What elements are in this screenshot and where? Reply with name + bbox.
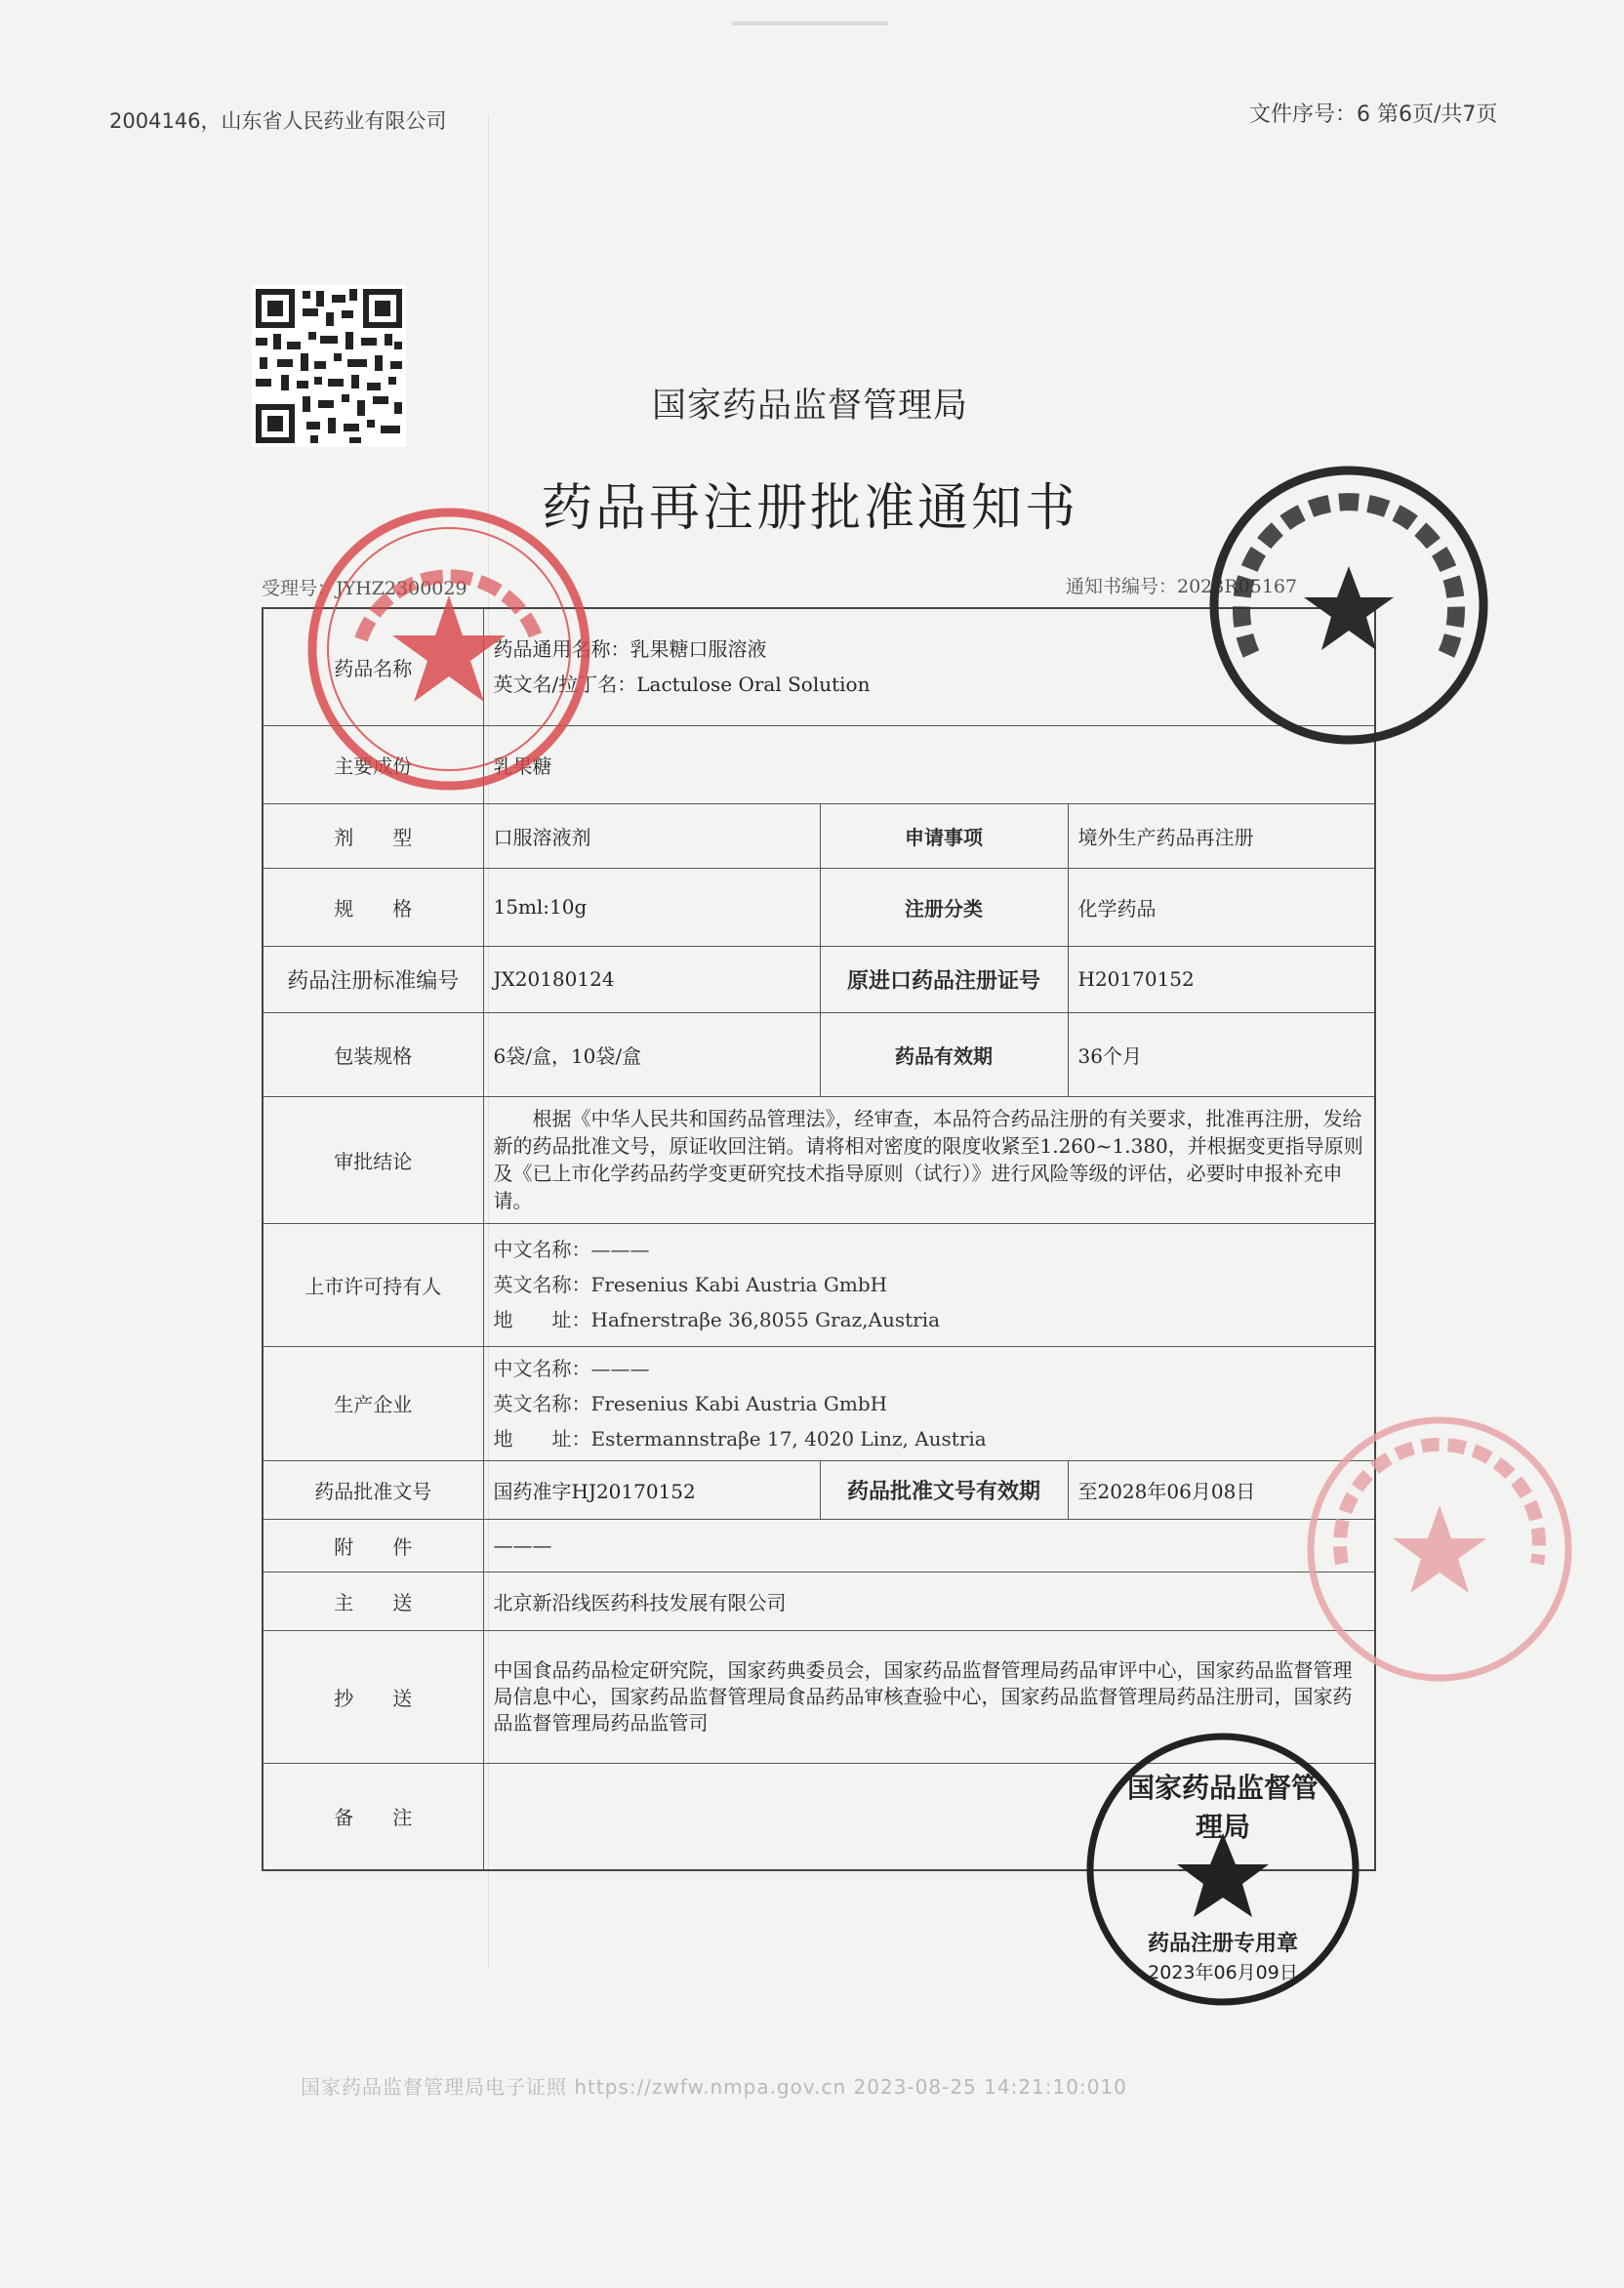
conclusion-label: 审批结论 xyxy=(263,1096,483,1223)
company-seal-black xyxy=(1202,459,1495,752)
seal-date-text: 2023年06月09日 xyxy=(1148,1962,1298,1983)
attachment-value: ——— xyxy=(483,1519,1375,1572)
validity-value: 36个月 xyxy=(1068,1012,1375,1096)
agency-official-seal xyxy=(1081,1728,1364,2011)
dosage-form-value: 口服溶液剂 xyxy=(483,803,820,868)
company-seal-red xyxy=(303,503,595,796)
original-cert-value: H20170152 xyxy=(1068,946,1375,1012)
approval-validity-label: 药品批准文号有效期 xyxy=(820,1460,1068,1519)
english-name: 英文名/拉丁名：Lactulose Oral Solution xyxy=(493,673,871,697)
row-main-to xyxy=(263,1572,1375,1630)
approval-validity-value: 至2028年06月08日 xyxy=(1068,1460,1375,1519)
holder-cn-name: 中文名称：——— xyxy=(493,1238,650,1261)
attachment-label: 附 件 xyxy=(263,1519,483,1572)
header-page-info: 文件序号：6 第6页/共7页 xyxy=(1249,102,1498,127)
spec-value: 15ml:10g xyxy=(483,868,820,946)
standard-no-label: 药品注册标准编号 xyxy=(263,946,483,1012)
header-fax-line: 2004146，山东省人民药业有限公司 xyxy=(109,109,447,133)
manufacturer-cn-name: 中文名称：——— xyxy=(493,1356,650,1380)
remarks-label: 备 注 xyxy=(263,1763,483,1870)
notice-number: 通知书编号：2023R05167 xyxy=(1066,576,1298,597)
registration-class-value: 化学药品 xyxy=(1068,868,1375,946)
manufacturer-en-name: 英文名称：Fresenius Kabi Austria GmbH xyxy=(493,1391,888,1415)
row-attachment xyxy=(263,1519,1375,1572)
original-cert-label: 原进口药品注册证号 xyxy=(820,946,1068,1012)
row-spec xyxy=(263,868,1375,946)
ingredient-value: 乳果糖 xyxy=(483,725,1375,803)
acceptance-number: 受理号：JYHZ2300029 xyxy=(262,578,467,599)
dosage-form-label: 剂 型 xyxy=(263,803,483,868)
manufacturer-address: 地 址：Estermannstraβe 17, 4020 Linz, Austria xyxy=(493,1426,987,1450)
footer-electronic-license: 国家药品监督管理局电子证照 https://zwfw.nmpa.gov.cn 2023-08-25 14:21:10:010 xyxy=(301,2075,1127,2099)
row-approval-number xyxy=(263,1460,1375,1519)
package-value: 6袋/盒，10袋/盒 xyxy=(483,1012,820,1096)
row-package xyxy=(263,1012,1375,1096)
ingredient-label: 主要成份 xyxy=(263,725,483,803)
cc-label: 抄 送 xyxy=(263,1630,483,1763)
row-dosage-form xyxy=(263,803,1375,868)
conclusion-text: 根据《中华人民共和国药品管理法》，经审查，本品符合药品注册的有关要求，批准再注册，发给新的药品批准文号，原证收回注销。请将相对密度的限度收紧至1.260~1.380，并根据变更指导原则及《已上市化学药品药学变更研究技术指导原则（试行）》进行风险等级的评估，必要时申报补充申请。 xyxy=(483,1096,1375,1223)
scan-mark xyxy=(732,21,888,25)
seal-purpose-text: 药品注册专用章 xyxy=(1147,1932,1298,1956)
row-conclusion xyxy=(263,1096,1375,1223)
holder-address: 地 址：Hafnerstraβe 36,8055 Graz,Austria xyxy=(493,1308,941,1331)
approval-no-label: 药品批准文号 xyxy=(263,1460,483,1519)
standard-no-value: JX20180124 xyxy=(483,946,820,1012)
main-to-value: 北京新沿线医药科技发展有限公司 xyxy=(483,1572,1375,1630)
cc-text: 中国食品药品检定研究院，国家药典委员会，国家药品监督管理局药品审评中心，国家药品监督管理局信息中心，国家药品监督管理局食品药品审核查验中心，国家药品监督管理局药品注册司，国家药品监督管理局药品监管司 xyxy=(483,1630,1375,1763)
generic-name: 药品通用名称：乳果糖口服溶液 xyxy=(493,637,767,662)
approval-table xyxy=(262,607,1376,1871)
approval-no-value: 国药准字HJ20170152 xyxy=(483,1460,820,1519)
application-item-label: 申请事项 xyxy=(820,803,1068,868)
agency-name: 国家药品监督管理局 xyxy=(651,387,968,426)
row-holder xyxy=(263,1223,1375,1346)
company-seal-faded xyxy=(1298,1408,1581,1691)
validity-label: 药品有效期 xyxy=(820,1012,1068,1096)
spec-label: 规 格 xyxy=(263,868,483,946)
drug-name-label: 药品名称 xyxy=(263,608,483,725)
holder-en-name: 英文名称：Fresenius Kabi Austria GmbH xyxy=(493,1273,888,1296)
row-manufacturer xyxy=(263,1346,1375,1460)
qr-code xyxy=(252,285,406,447)
manufacturer-label: 生产企业 xyxy=(263,1346,483,1460)
package-label: 包装规格 xyxy=(263,1012,483,1096)
document-title: 药品再注册批准通知书 xyxy=(541,479,1078,538)
application-item-value: 境外生产药品再注册 xyxy=(1068,803,1375,868)
seal-agency-text: 国家药品监督管理局 xyxy=(1126,1772,1319,1843)
registration-class-label: 注册分类 xyxy=(820,868,1068,946)
row-standard-no xyxy=(263,946,1375,1012)
main-to-label: 主 送 xyxy=(263,1572,483,1630)
holder-label: 上市许可持有人 xyxy=(263,1223,483,1346)
